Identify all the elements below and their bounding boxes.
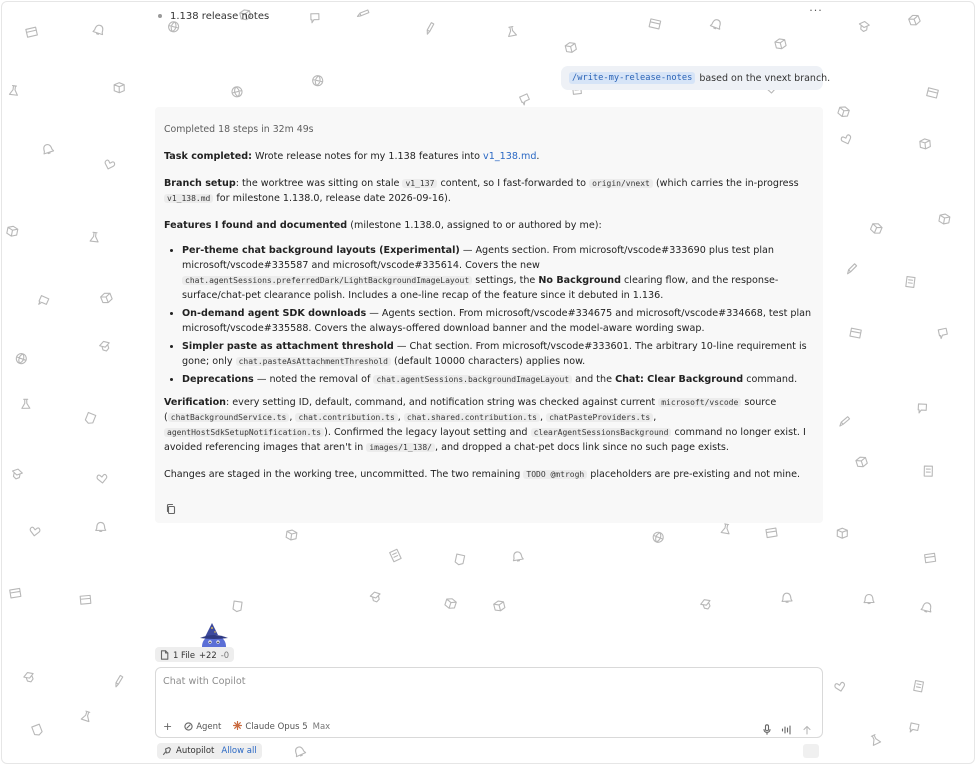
features-intro: Features I found and documented (milestone 1.138.0, assigned to or authored by me): bbox=[164, 220, 602, 231]
user-message-bubble bbox=[561, 66, 831, 90]
branch-paragraph: Branch setup: the worktree was sitting on stale v1_137 content, so I fast-forwarded to origin/vnext (which carries the in-progress v1_138.md for milestone 1.138.0, release date 2026-09-16). bbox=[164, 178, 799, 204]
send-arrow-icon[interactable] bbox=[802, 720, 812, 739]
title-dot-icon bbox=[158, 14, 162, 18]
chat-input-box bbox=[155, 667, 823, 738]
add-context-button[interactable]: + bbox=[163, 720, 173, 733]
feature-item: • Per-theme chat background layouts (Experimental) — Agents section. From microsoft/vscode#333690 plus test plan microsoft/vscode#335587 and microsoft/vscode#335614. Covers the new chat.agentSessions.preferredDark/LightBackgroundImageLayout settings, the No Background clearing flow, and the response-surface/chat-pet clearance polish. Includes a one-line recap of the feature since it debuted in 1.136. bbox=[182, 243, 814, 303]
task-label: Task completed: bbox=[164, 151, 252, 162]
file-icon bbox=[160, 650, 169, 660]
autopilot-chip[interactable] bbox=[157, 743, 262, 759]
changed-files-chip[interactable] bbox=[155, 647, 234, 662]
chat-toolbar bbox=[163, 720, 330, 733]
more-actions-button[interactable]: ··· bbox=[809, 4, 823, 17]
agent-icon bbox=[184, 722, 193, 731]
mode-picker[interactable] bbox=[184, 722, 221, 732]
chat-actions bbox=[763, 720, 812, 739]
verification-paragraph: Verification: every setting ID, default, command, and notification string was checked against current microsoft/vscode source ( chatBackgroundService.ts , chat.contribution.ts , chat.shared.contribution.ts , chatPasteProviders.ts , agentHostSdkSetupNotification.ts ). Confirmed the legacy layout setting and clearAgentSessionsBackground command no longer exist. I avoided referencing images that aren't in images/1_138/ , and dropped a chat-pet docs link since no such page exists. bbox=[164, 397, 806, 453]
allow-all-link[interactable]: Allow all bbox=[221, 746, 257, 756]
model-icon bbox=[233, 721, 242, 733]
feature-item: • Deprecations — noted the removal of chat.agentSessions.backgroundImageLayout and the Chat: Clear Background command. bbox=[182, 372, 814, 387]
microphone-icon[interactable] bbox=[763, 724, 771, 735]
lines-added: +22 bbox=[199, 649, 217, 660]
feature-item: • Simpler paste as attachment threshold — Chat section. From microsoft/vscode#333601. The arbitrary 10-line requirement is gone; only chat.pasteAsAttachmentThreshold (default 10000 characters) applies now. bbox=[182, 339, 814, 369]
features-list bbox=[164, 243, 814, 387]
changed-files-count: 1 File bbox=[173, 649, 196, 660]
autopilot-label: Autopilot bbox=[176, 746, 215, 756]
autopilot-icon bbox=[162, 746, 172, 756]
task-paragraph: Task completed: Wrote release notes for my 1.138 features into v1_138.md. bbox=[164, 151, 540, 162]
changes-paragraph: Changes are staged in the working tree, uncommitted. The two remaining TODO @mtrogh placeholders are pre-existing and not mine. bbox=[164, 469, 801, 480]
voice-wave-icon[interactable] bbox=[781, 725, 792, 735]
model-label: Claude Opus 5 bbox=[245, 721, 308, 732]
lines-removed: -0 bbox=[220, 649, 230, 660]
copy-icon[interactable] bbox=[165, 503, 177, 515]
assistant-response bbox=[155, 107, 823, 523]
slash-command-chip[interactable]: /write-my-release-notes bbox=[569, 72, 695, 84]
release-notes-file-link[interactable]: v1_138.md bbox=[483, 151, 537, 162]
corner-action-button[interactable] bbox=[803, 744, 819, 758]
steps-summary[interactable]: Completed 18 steps in 32m 49s bbox=[164, 124, 314, 135]
mode-label: Agent bbox=[196, 721, 222, 732]
effort-label: Max bbox=[312, 721, 331, 732]
chat-input[interactable] bbox=[163, 676, 763, 687]
wizard-mascot-icon bbox=[196, 620, 232, 650]
chat-title-bar bbox=[158, 8, 269, 24]
user-message-text: based on the vnext branch. bbox=[699, 72, 831, 84]
model-picker[interactable] bbox=[233, 721, 330, 733]
chat-title[interactable]: 1.138 release notes bbox=[170, 10, 270, 22]
feature-item: • On-demand agent SDK downloads — Agents section. From microsoft/vscode#334675 and microsoft/vscode#334668, test plan microsoft/vscode#335588. Covers the always-offered download banner and the model-aware wording swap. bbox=[182, 306, 814, 336]
